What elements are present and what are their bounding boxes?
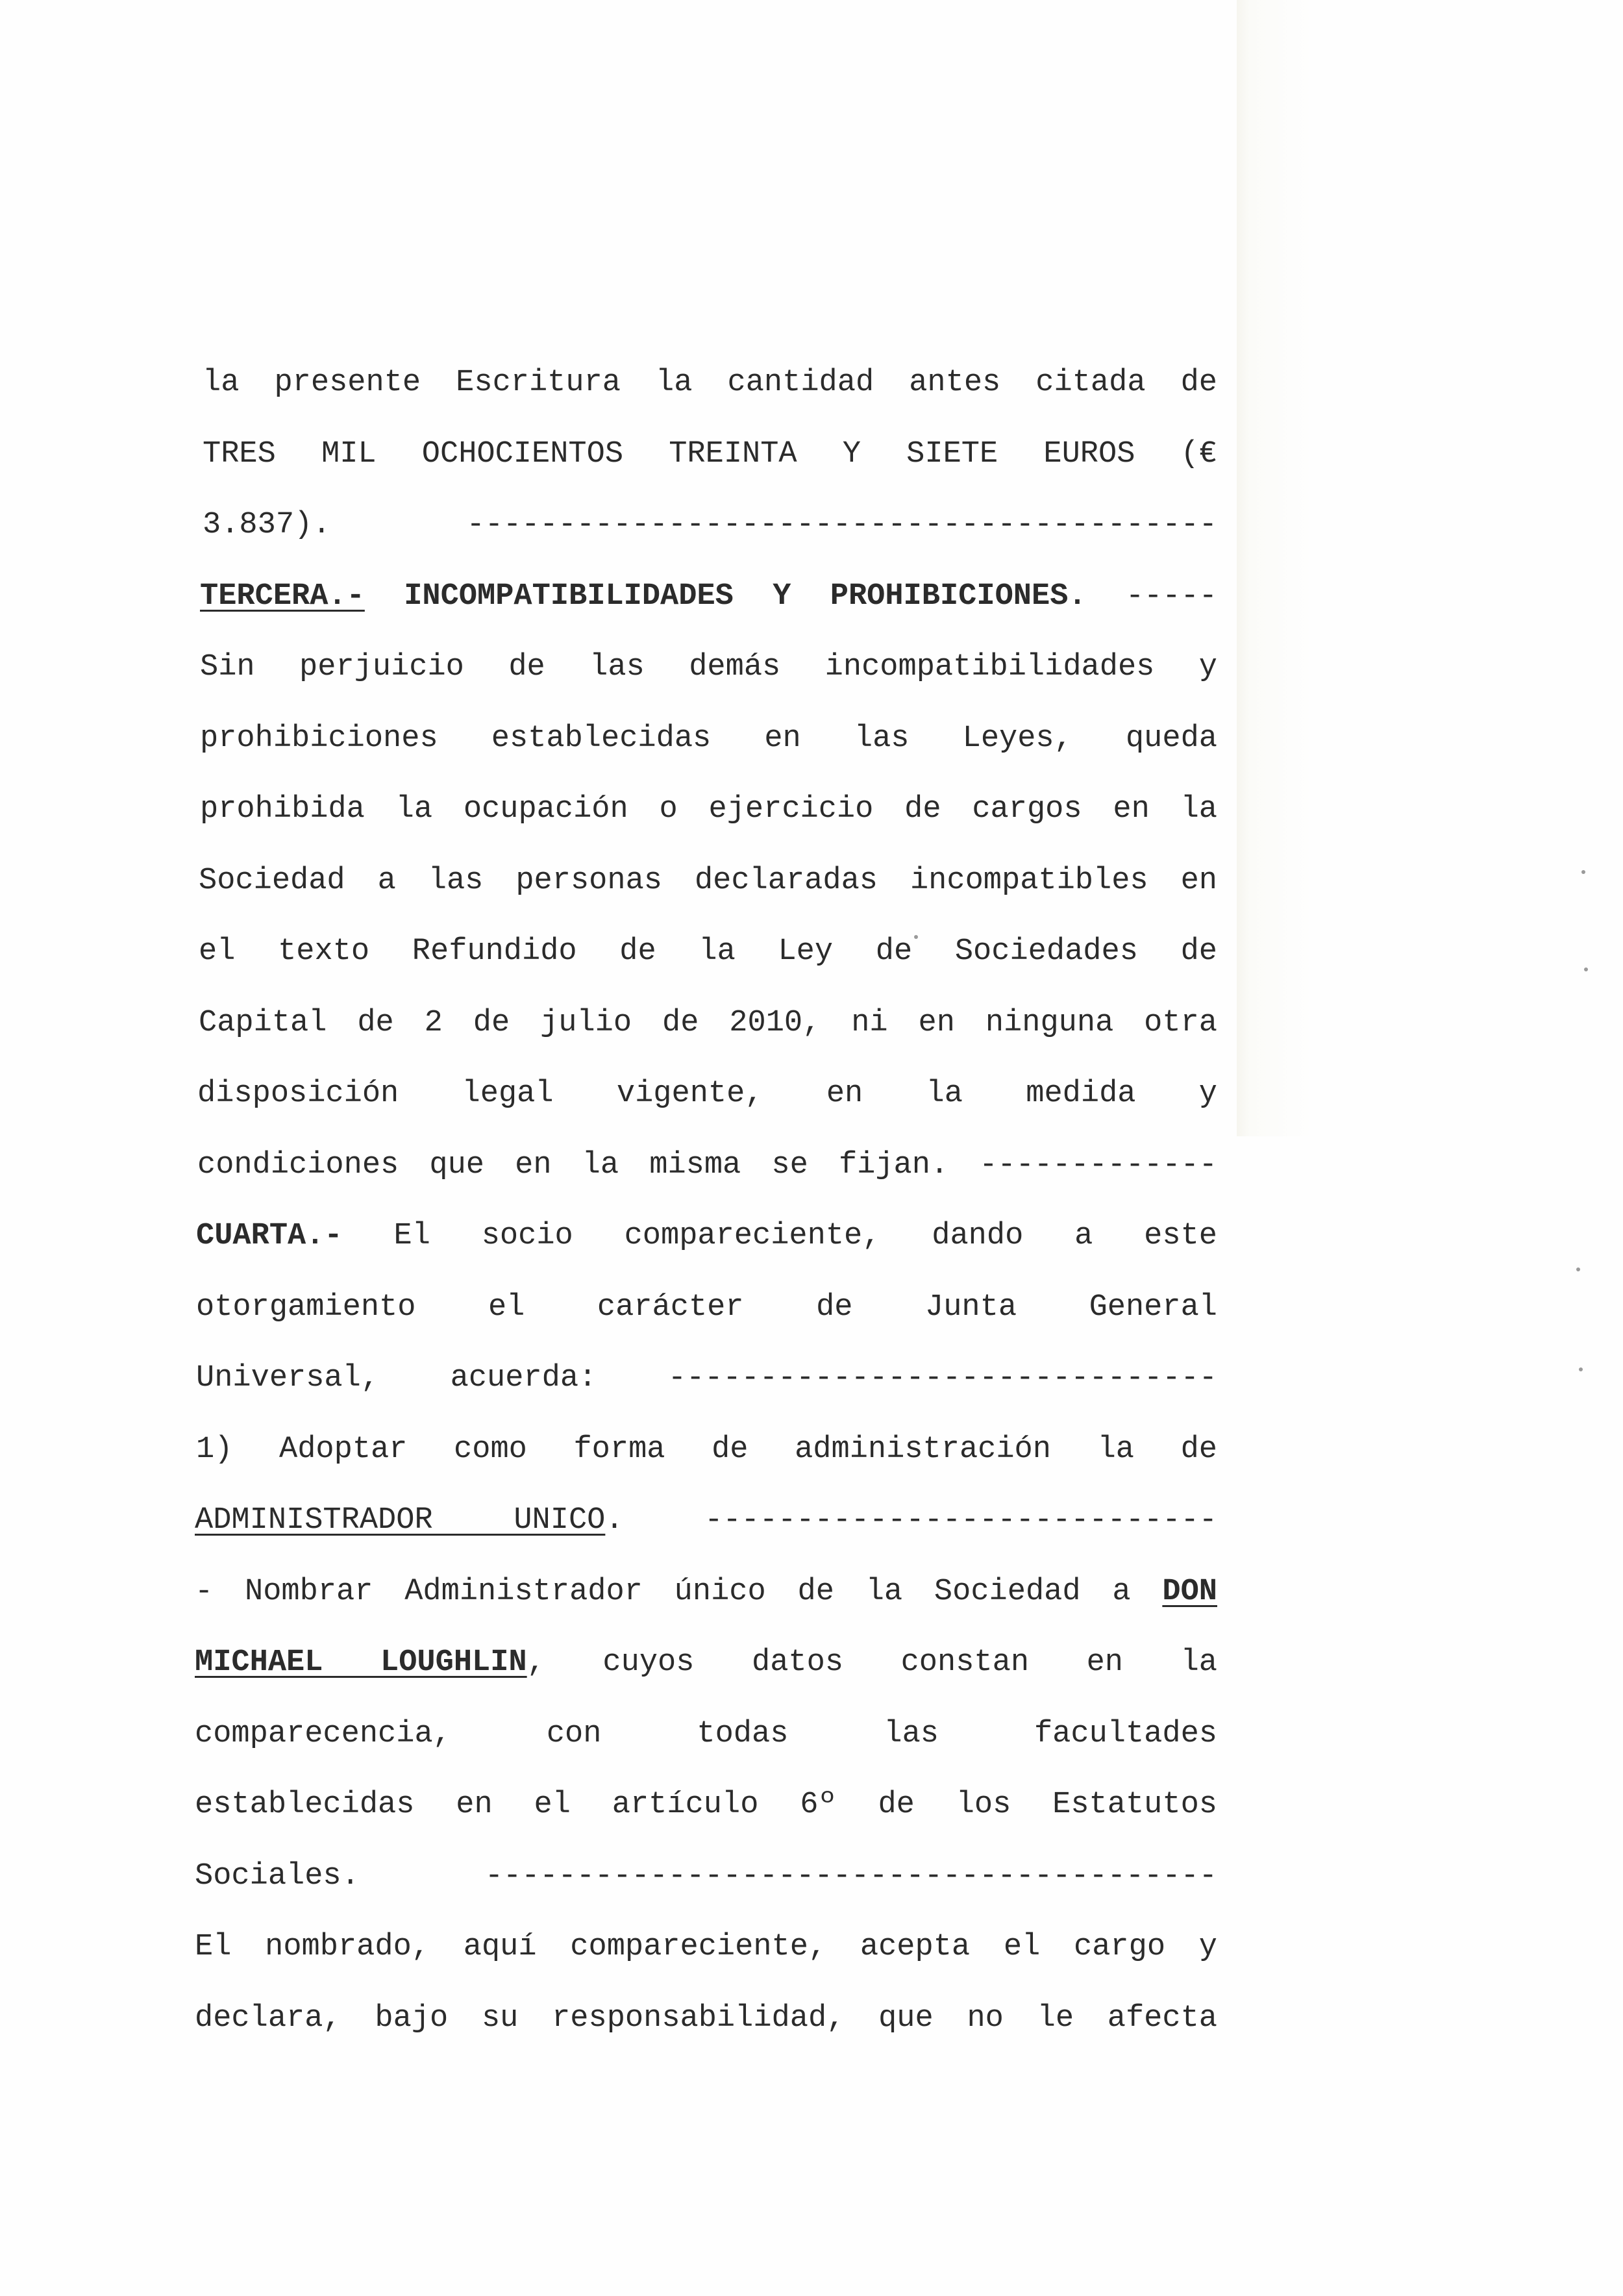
text-line [195,1705,1217,1777]
text-line-content: Sociedad a las personas declaradas incompatibles en [199,863,1217,898]
text-line-content: el texto Refundido de la Ley de Sociedades de [199,934,1217,969]
administrator-name: MICHAEL LOUGHLIN [195,1645,527,1680]
administration-form-term: ADMINISTRADOR UNICO [195,1503,606,1538]
clause-heading-line [200,568,1217,639]
text-line-content: Sociales. [195,1858,360,1893]
text-line [197,1136,1217,1208]
text-line-content: 1) Adoptar como forma de administración la de [196,1432,1217,1467]
text-line [195,1847,1217,1919]
fill-dashes: ----------------------------------------- [466,508,1217,542]
text-line [195,1776,1217,1847]
text-line [199,923,1217,994]
text-line-content: El nombrado, aquí compareciente, acepta el cargo y [195,1930,1217,1964]
text-period: . [605,1503,624,1538]
scan-speck [1584,967,1588,971]
text-line-content: - Nombrar Administrador único de la Sociedad a [195,1574,1131,1609]
text-line [203,354,1217,425]
clause-heading-line [196,1207,1217,1279]
text-line [195,1990,1217,2061]
scan-speck [1579,1367,1583,1371]
text-line-content: disposición legal vigente, en la medida y [197,1077,1217,1111]
scan-margin-shade [1237,0,1623,1136]
clause-title-incompatibilidades: INCOMPATIBILIDADES Y PROHIBICIONES. [404,579,1087,614]
text-line [195,1491,1217,1563]
fill-dashes: ---------------------------------------- [484,1858,1217,1893]
text-line-content: condiciones que en la misma se fijan. [197,1147,949,1182]
fill-dashes: ------------- [979,1147,1217,1182]
text-line [197,1065,1217,1136]
text-line [199,994,1217,1066]
text-line [200,638,1217,710]
fill-dashes: ----- [1125,579,1217,614]
document-body [195,354,1217,2060]
text-line [200,710,1217,781]
text-line [195,1918,1217,1990]
text-line [195,1563,1217,1634]
text-line-content: establecidas en el artículo 6º de los Estatutos [195,1788,1217,1822]
text-line [199,852,1217,923]
clause-number-tercera: TERCERA.- [200,579,365,614]
text-line [200,780,1217,852]
text-line-content: comparecencia, con todas las facultades [195,1716,1217,1751]
text-line-content: Universal, acuerda: [196,1361,597,1395]
text-line-content: la presente Escritura la cantidad antes citada de [203,366,1217,400]
text-line [196,1349,1217,1421]
text-line-content: Sin perjuicio de las demás incompatibilidades y [200,650,1217,684]
fill-dashes: ------------------------------ [667,1361,1217,1395]
clause-number-cuarta: CUARTA.- [196,1219,343,1253]
text-line [196,1279,1217,1350]
text-line [203,425,1217,497]
text-line-content: , cuyos datos constan en la [527,1645,1217,1680]
administrator-title-don: DON [1162,1574,1217,1609]
scan-speck [1576,1267,1580,1271]
text-line [196,1421,1217,1492]
text-line-content: declara, bajo su responsabilidad, que no le afecta [195,2001,1217,2036]
text-line-content: prohibida la ocupación o ejercicio de cargos en la [200,792,1217,827]
text-line [195,1634,1217,1705]
text-line-content: otorgamiento el carácter de Junta General [196,1290,1217,1325]
amount-figure: 3.837). [203,508,331,542]
text-line-content: Capital de 2 de julio de 2010, ni en ninguna otra [199,1005,1217,1040]
text-line-content: prohibiciones establecidas en las Leyes, queda [200,721,1217,756]
text-line [203,496,1217,568]
text-line-content: TRES MIL OCHOCIENTOS TREINTA Y SIETE EUROS (€ [203,436,1217,471]
text-line-content: El socio compareciente, dando a este [393,1219,1217,1253]
scan-speck [1581,870,1585,874]
fill-dashes: ---------------------------- [704,1503,1217,1538]
